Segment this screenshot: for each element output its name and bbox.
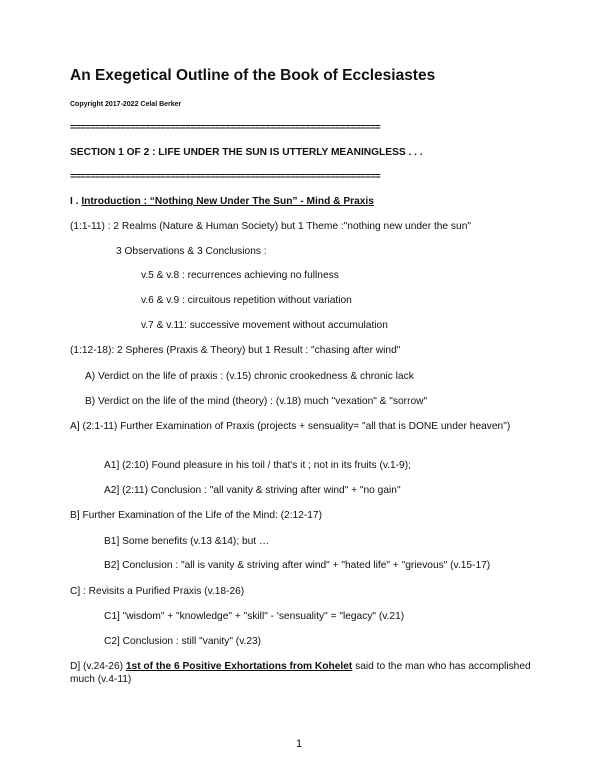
intro-heading-line: [70, 195, 374, 208]
document-title: An Exegetical Outline of the Book of Ecclesiastes: [70, 67, 436, 84]
outline-line-18: [70, 660, 540, 686]
divider-rule-1: ==============================================================: [70, 122, 381, 133]
intro-heading: Introduction : “Nothing New Under The Sun” - Mind & Praxis: [81, 196, 374, 207]
intro-prefix: I .: [70, 196, 82, 207]
outline-line-1: (1:1-11) : 2 Realms (Nature & Human Society) but 1 Theme :"nothing new under the sun": [70, 221, 471, 232]
outline-line-8: B) Verdict on the life of the mind (theory) : (v.18) much "vexation" & "sorrow": [85, 396, 428, 407]
outline-line-14: B2] Conclusion : "all is vanity & striving after wind" + "hated life" + "grievous" (v.15-17): [104, 560, 491, 571]
exhortation-prefix: D] (v.24-26): [70, 661, 126, 672]
outline-line-15: C] : Revisits a Purified Praxis (v.18-26): [70, 586, 245, 597]
outline-line-7: A) Verdict on the life of praxis : (v.15) chronic crookedness & chronic lack: [85, 371, 414, 382]
outline-line-12: B] Further Examination of the Life of the Mind: (2:12-17): [70, 510, 322, 521]
outline-line-6: (1:12-18): 2 Spheres (Praxis & Theory) but 1 Result : "chasing after wind": [70, 345, 401, 356]
outline-line-10: A1] (2:10) Found pleasure in his toil / that's it ; not in its fruits (v.1-9);: [104, 460, 411, 471]
outline-line-4: v.6 & v.9 : circuitous repetition without variation: [141, 295, 352, 306]
exhortation-rest: said to the man who has accomplished much (v.4-11): [70, 661, 531, 685]
outline-line-2: 3 Observations & 3 Conclusions :: [116, 246, 267, 257]
outline-line-11: A2] (2:11) Conclusion : "all vanity & striving after wind" + "no gain": [104, 485, 401, 496]
outline-line-3: v.5 & v.8 : recurrences achieving no fullness: [141, 270, 339, 281]
section-heading: SECTION 1 OF 2 : LIFE UNDER THE SUN IS UTTERLY MEANINGLESS . . .: [70, 147, 423, 158]
outline-line-13: B1] Some benefits (v.13 &14); but …: [104, 536, 270, 547]
outline-line-5: v.7 & v.11: successive movement without accumulation: [141, 320, 388, 331]
page-number: 1: [296, 738, 303, 750]
exhortation-heading: 1st of the 6 Positive Exhortations from Kohelet: [125, 661, 353, 672]
copyright-line: Copyright 2017-2022 Celal Berker: [70, 101, 182, 108]
divider-rule-2: ==============================================================: [70, 171, 381, 182]
outline-line-9: A] (2:1-11) Further Examination of Praxis (projects + sensuality= "all that is DONE under heaven"): [70, 421, 511, 432]
outline-line-17: C2] Conclusion : still "vanity" (v.23): [104, 636, 262, 647]
outline-line-16: C1] "wisdom" + "knowledge" + "skill" - 'sensuality" = "legacy" (v.21): [104, 611, 405, 622]
